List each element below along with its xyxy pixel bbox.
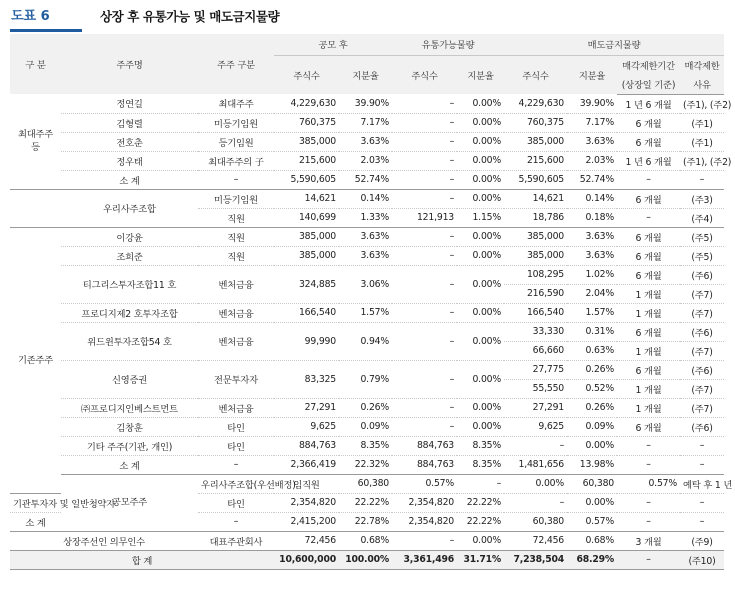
ipo-shares: 215,600 bbox=[274, 151, 339, 170]
holder-name: 기관투자자 및 일반청약자 bbox=[10, 493, 61, 512]
tradable-ratio: 0.00% bbox=[457, 227, 504, 246]
holder-name: 우리사주조합(우선배정) bbox=[198, 474, 274, 493]
group-label-largest: 최대주주 등 bbox=[10, 94, 61, 189]
lockup-shares: 4,229,630 bbox=[504, 94, 567, 113]
table-header bbox=[10, 34, 724, 94]
ipo-shares: 60,380 bbox=[339, 474, 392, 493]
lockup-ratio: 1.57% bbox=[567, 303, 617, 322]
table-row bbox=[10, 417, 724, 436]
table-row bbox=[10, 398, 724, 417]
ipo-shares: 760,375 bbox=[274, 113, 339, 132]
ipo-ratio: 1.33% bbox=[339, 208, 392, 227]
holder-name-esop: 우리사주조합 bbox=[61, 189, 198, 227]
header-ratio: 지분율 bbox=[457, 55, 504, 94]
tradable-shares: – bbox=[392, 531, 457, 550]
tradable-shares: – bbox=[392, 113, 457, 132]
lockup-reason: (주1), (주2) bbox=[680, 94, 724, 113]
tradable-ratio: 0.00% bbox=[457, 265, 504, 303]
lockup-reason: (주6) bbox=[680, 265, 724, 284]
holder-name: 정연길 bbox=[61, 94, 198, 113]
lockup-shares: 216,590 bbox=[504, 284, 567, 303]
lockup-period: – bbox=[617, 436, 680, 455]
lockup-reason: (주5) bbox=[680, 227, 724, 246]
holder-name: 신영증권 bbox=[61, 360, 198, 398]
holder-type: 벤처금융 bbox=[198, 303, 274, 322]
ipo-ratio: 22.22% bbox=[339, 493, 392, 512]
tradable-shares: – bbox=[392, 265, 457, 303]
total-ipo-shares: 10,600,000 bbox=[274, 550, 339, 569]
lockup-reason: – bbox=[680, 512, 724, 531]
lockup-ratio: 0.00% bbox=[567, 436, 617, 455]
ipo-shares: 385,000 bbox=[274, 227, 339, 246]
tradable-ratio: 0.00% bbox=[457, 322, 504, 360]
holder-type: 벤처금융 bbox=[198, 398, 274, 417]
tradable-ratio: 0.00% bbox=[457, 94, 504, 113]
tradable-ratio: 1.15% bbox=[457, 208, 504, 227]
tradable-shares: – bbox=[392, 227, 457, 246]
lockup-shares: 72,456 bbox=[504, 531, 567, 550]
group-label-existing: 기존주주 bbox=[10, 227, 61, 493]
lockup-shares: 5,590,605 bbox=[504, 170, 567, 189]
ipo-shares: 4,229,630 bbox=[274, 94, 339, 113]
lockup-ratio: 0.14% bbox=[567, 189, 617, 208]
ipo-ratio: 0.68% bbox=[339, 531, 392, 550]
lockup-period: 6 개월 bbox=[617, 360, 680, 379]
lockup-reason: (주6) bbox=[680, 417, 724, 436]
table-row bbox=[10, 94, 724, 113]
holder-type: – bbox=[198, 455, 274, 474]
figure-tag: 도표 6 bbox=[10, 6, 82, 32]
lockup-period: 6 개월 bbox=[617, 113, 680, 132]
table-row bbox=[10, 531, 724, 550]
ipo-shares: 324,885 bbox=[274, 265, 339, 303]
tradable-shares: – bbox=[392, 246, 457, 265]
lockup-period: 1 개월 bbox=[617, 341, 680, 360]
holder-name: 전호춘 bbox=[61, 132, 198, 151]
ipo-shares: 385,000 bbox=[274, 246, 339, 265]
tradable-shares: 884,763 bbox=[392, 455, 457, 474]
holder-type: 직원 bbox=[198, 227, 274, 246]
lockup-shares: 18,786 bbox=[504, 208, 567, 227]
holder-name: 기타 주주(기관, 개인) bbox=[61, 436, 198, 455]
tradable-ratio: 0.00% bbox=[457, 151, 504, 170]
lockup-reason: (주7) bbox=[680, 303, 724, 322]
tradable-shares: – bbox=[392, 303, 457, 322]
subtotal-label: 소 계 bbox=[61, 455, 198, 474]
header-shares: 주식수 bbox=[392, 55, 457, 94]
ipo-shares: 2,354,820 bbox=[274, 493, 339, 512]
lockup-ratio: 0.09% bbox=[567, 417, 617, 436]
lockup-ratio: 0.26% bbox=[567, 398, 617, 417]
lockup-shares: 385,000 bbox=[504, 227, 567, 246]
table-row bbox=[10, 303, 724, 322]
lockup-period: – bbox=[617, 512, 680, 531]
lockup-shares: 385,000 bbox=[504, 246, 567, 265]
lockup-shares: 60,380 bbox=[567, 474, 617, 493]
holder-type: 미등기임원 bbox=[198, 189, 274, 208]
group-label-blank bbox=[10, 189, 61, 227]
table-row bbox=[10, 189, 724, 208]
ipo-shares: 140,699 bbox=[274, 208, 339, 227]
lockup-period: 1 개월 bbox=[617, 379, 680, 398]
lockup-period: 1 개월 bbox=[617, 303, 680, 322]
lockup-ratio: 0.26% bbox=[567, 360, 617, 379]
total-lockup-ratio: 68.29% bbox=[567, 550, 617, 569]
tradable-ratio: 0.00% bbox=[457, 531, 504, 550]
total-lockup-period: – bbox=[617, 550, 680, 569]
total-lockup-shares: 7,238,504 bbox=[504, 550, 567, 569]
table-row bbox=[10, 265, 724, 284]
table-row bbox=[10, 246, 724, 265]
header-ratio: 지분율 bbox=[567, 55, 617, 94]
lockup-shares: 27,291 bbox=[504, 398, 567, 417]
lockup-period: 6 개월 bbox=[617, 322, 680, 341]
tradable-shares: – bbox=[392, 360, 457, 398]
ipo-ratio: 52.74% bbox=[339, 170, 392, 189]
header-lockup: 매도금지물량 bbox=[504, 34, 724, 55]
lockup-ratio: 2.04% bbox=[567, 284, 617, 303]
holder-type: 등기임원 bbox=[198, 132, 274, 151]
ipo-shares: 2,415,200 bbox=[274, 512, 339, 531]
lockup-reason: – bbox=[680, 170, 724, 189]
holder-name: 김창훈 bbox=[61, 417, 198, 436]
ipo-shares: 72,456 bbox=[274, 531, 339, 550]
header-holder: 주주명 bbox=[61, 34, 198, 94]
lockup-ratio: 39.90% bbox=[567, 94, 617, 113]
holder-type: – bbox=[198, 512, 274, 531]
subtotal-label: 소 계 bbox=[61, 170, 198, 189]
ipo-ratio: 2.03% bbox=[339, 151, 392, 170]
holder-type: 미등기임원 bbox=[198, 113, 274, 132]
ipo-shares: 27,291 bbox=[274, 398, 339, 417]
lockup-reason: (주4) bbox=[680, 208, 724, 227]
lockup-shares: 108,295 bbox=[504, 265, 567, 284]
ipo-shares: 83,325 bbox=[274, 360, 339, 398]
ipo-ratio: 39.90% bbox=[339, 94, 392, 113]
header-reason-sub: 사유 bbox=[680, 75, 724, 94]
holder-type: 임직원 bbox=[274, 474, 339, 493]
total-label: 합 계 bbox=[10, 550, 274, 569]
tradable-shares: – bbox=[392, 322, 457, 360]
table-row bbox=[10, 436, 724, 455]
lockup-ratio: 3.63% bbox=[567, 132, 617, 151]
lockup-ratio: 0.52% bbox=[567, 379, 617, 398]
tradable-ratio: 0.00% bbox=[457, 303, 504, 322]
ipo-shares: 14,621 bbox=[274, 189, 339, 208]
ipo-ratio: 3.63% bbox=[339, 227, 392, 246]
lockup-ratio: 0.00% bbox=[567, 493, 617, 512]
subtotal-row bbox=[10, 170, 724, 189]
lockup-reason: (주7) bbox=[680, 379, 724, 398]
holder-name: 프로디지제2 호투자조합 bbox=[61, 303, 198, 322]
lockup-period: 1 년 6 개월 bbox=[617, 151, 680, 170]
holder-type: 타인 bbox=[198, 493, 274, 512]
lockup-reason: (주3) bbox=[680, 189, 724, 208]
header-ratio: 지분율 bbox=[339, 55, 392, 94]
tradable-ratio: 0.00% bbox=[457, 417, 504, 436]
lockup-period: 6 개월 bbox=[617, 417, 680, 436]
group-label-public: 공모주주 bbox=[61, 474, 198, 531]
tradable-ratio: 0.00% bbox=[457, 113, 504, 132]
lockup-reason: (주7) bbox=[680, 341, 724, 360]
table-row bbox=[10, 132, 724, 151]
lockup-shares: 9,625 bbox=[504, 417, 567, 436]
lockup-ratio: 3.63% bbox=[567, 227, 617, 246]
lockup-ratio: 7.17% bbox=[567, 113, 617, 132]
lockup-shares: 27,775 bbox=[504, 360, 567, 379]
tradable-shares: – bbox=[392, 189, 457, 208]
total-row bbox=[10, 550, 724, 569]
lockup-period: 1 개월 bbox=[617, 398, 680, 417]
total-lockup-reason: (주10) bbox=[680, 550, 724, 569]
lockup-period: 1 개월 bbox=[617, 284, 680, 303]
tradable-ratio: 0.00% bbox=[457, 246, 504, 265]
lockup-ratio: 3.63% bbox=[567, 246, 617, 265]
total-tradable-shares: 3,361,496 bbox=[392, 550, 457, 569]
lockup-ratio: 1.02% bbox=[567, 265, 617, 284]
holder-name: 상장주선인 의무인수 bbox=[10, 531, 198, 550]
lockup-shares: 14,621 bbox=[504, 189, 567, 208]
ipo-ratio: 8.35% bbox=[339, 436, 392, 455]
header-period-basis: (상장일 기준) bbox=[617, 75, 680, 94]
tradable-shares: – bbox=[392, 417, 457, 436]
tradable-ratio: 0.00% bbox=[457, 132, 504, 151]
lockup-reason: (주9) bbox=[680, 531, 724, 550]
lockup-table bbox=[10, 34, 733, 570]
holder-type: 최대주주의 子 bbox=[198, 151, 274, 170]
tradable-ratio: 0.00% bbox=[457, 170, 504, 189]
lockup-period: – bbox=[617, 455, 680, 474]
ipo-ratio: 0.94% bbox=[339, 322, 392, 360]
lockup-period: 6 개월 bbox=[617, 246, 680, 265]
holder-name: ㈜프로디지인베스트먼트 bbox=[61, 398, 198, 417]
ipo-ratio: 0.57% bbox=[392, 474, 457, 493]
holder-type: 최대주주 bbox=[198, 94, 274, 113]
header-ipo-after: 공모 후 bbox=[274, 34, 392, 55]
holder-name: 위드윈투자조합54 호 bbox=[61, 322, 198, 360]
lockup-shares: 760,375 bbox=[504, 113, 567, 132]
lockup-reason: (주5) bbox=[680, 246, 724, 265]
lockup-reason: (주7) bbox=[680, 398, 724, 417]
lockup-period: 1 년 6 개월 bbox=[617, 94, 680, 113]
lockup-ratio: 0.63% bbox=[567, 341, 617, 360]
ipo-ratio: 0.09% bbox=[339, 417, 392, 436]
tradable-shares: – bbox=[392, 398, 457, 417]
lockup-period: – bbox=[617, 170, 680, 189]
lockup-reason: (주6) bbox=[680, 360, 724, 379]
figure-title: 상장 후 유통가능 및 매도금지물량 bbox=[100, 9, 280, 24]
header-gubun: 구 분 bbox=[10, 34, 61, 94]
lockup-period: – bbox=[617, 493, 680, 512]
total-tradable-ratio: 31.71% bbox=[457, 550, 504, 569]
lockup-reason: (주1) bbox=[680, 113, 724, 132]
lockup-shares: – bbox=[504, 436, 567, 455]
holder-type: 직원 bbox=[198, 246, 274, 265]
lockup-reason: (주6) bbox=[680, 322, 724, 341]
lockup-period: 6 개월 bbox=[617, 189, 680, 208]
holder-type: 벤처금융 bbox=[198, 265, 274, 303]
lockup-reason: (주1), (주2) bbox=[680, 151, 724, 170]
tradable-ratio: 0.00% bbox=[457, 360, 504, 398]
holder-type: 직원 bbox=[198, 208, 274, 227]
tradable-shares: 2,354,820 bbox=[392, 493, 457, 512]
ipo-ratio: 22.32% bbox=[339, 455, 392, 474]
ipo-ratio: 0.79% bbox=[339, 360, 392, 398]
table-row bbox=[10, 151, 724, 170]
tradable-ratio: 0.00% bbox=[457, 398, 504, 417]
tradable-shares: 884,763 bbox=[392, 436, 457, 455]
ipo-shares: 166,540 bbox=[274, 303, 339, 322]
ipo-shares: 2,366,419 bbox=[274, 455, 339, 474]
lockup-ratio: 0.31% bbox=[567, 322, 617, 341]
holder-name: 김형렬 bbox=[61, 113, 198, 132]
lockup-ratio: 2.03% bbox=[567, 151, 617, 170]
lockup-period: 6 개월 bbox=[617, 265, 680, 284]
tradable-shares: – bbox=[392, 170, 457, 189]
figure-title-bar bbox=[0, 6, 735, 32]
lockup-shares: 55,550 bbox=[504, 379, 567, 398]
lockup-shares: 1,481,656 bbox=[504, 455, 567, 474]
tradable-ratio: 8.35% bbox=[457, 436, 504, 455]
ipo-shares: 884,763 bbox=[274, 436, 339, 455]
tradable-shares: – bbox=[392, 132, 457, 151]
tradable-ratio: 8.35% bbox=[457, 455, 504, 474]
header-tradable: 유통가능물량 bbox=[392, 34, 504, 55]
lockup-ratio: 52.74% bbox=[567, 170, 617, 189]
holder-type: – bbox=[198, 170, 274, 189]
lockup-shares: 215,600 bbox=[504, 151, 567, 170]
lockup-period: 6 개월 bbox=[617, 227, 680, 246]
lockup-reason: – bbox=[680, 455, 724, 474]
table-row bbox=[10, 474, 724, 493]
holder-type: 타인 bbox=[198, 417, 274, 436]
lockup-ratio: 13.98% bbox=[567, 455, 617, 474]
lockup-shares: – bbox=[504, 493, 567, 512]
header-reason: 매각제한 bbox=[680, 55, 724, 75]
table-row bbox=[10, 360, 724, 379]
header-shares: 주식수 bbox=[274, 55, 339, 94]
holder-type: 전문투자자 bbox=[198, 360, 274, 398]
subtotal-label: 소 계 bbox=[10, 512, 61, 531]
ipo-ratio: 1.57% bbox=[339, 303, 392, 322]
table-row bbox=[10, 322, 724, 341]
lockup-shares: 60,380 bbox=[504, 512, 567, 531]
table-row bbox=[10, 113, 724, 132]
lockup-period: 6 개월 bbox=[617, 132, 680, 151]
holder-type: 대표주관회사 bbox=[198, 531, 274, 550]
ipo-ratio: 3.63% bbox=[339, 132, 392, 151]
tradable-shares: – bbox=[392, 94, 457, 113]
lockup-reason: (주1) bbox=[680, 132, 724, 151]
ipo-ratio: 22.78% bbox=[339, 512, 392, 531]
tradable-ratio: 0.00% bbox=[504, 474, 567, 493]
total-ipo-ratio: 100.00% bbox=[339, 550, 392, 569]
lockup-shares: 66,660 bbox=[504, 341, 567, 360]
lockup-ratio: 0.57% bbox=[567, 512, 617, 531]
ipo-ratio: 0.14% bbox=[339, 189, 392, 208]
lockup-period: 3 개월 bbox=[617, 531, 680, 550]
lockup-shares: 166,540 bbox=[504, 303, 567, 322]
holder-name: 티그리스투자조합11 호 bbox=[61, 265, 198, 303]
table-body bbox=[10, 94, 733, 569]
lockup-ratio: 0.57% bbox=[617, 474, 680, 493]
table-row bbox=[10, 227, 724, 246]
lockup-ratio: 0.18% bbox=[567, 208, 617, 227]
holder-type: 타인 bbox=[198, 436, 274, 455]
ipo-shares: 99,990 bbox=[274, 322, 339, 360]
header-period: 매각제한기간 bbox=[617, 55, 680, 75]
tradable-shares: – bbox=[457, 474, 504, 493]
ipo-shares: 9,625 bbox=[274, 417, 339, 436]
subtotal-row bbox=[10, 455, 724, 474]
lockup-shares: 385,000 bbox=[504, 132, 567, 151]
tradable-shares: – bbox=[392, 151, 457, 170]
header-shares: 주식수 bbox=[504, 55, 567, 94]
lockup-shares: 33,330 bbox=[504, 322, 567, 341]
ipo-ratio: 3.06% bbox=[339, 265, 392, 303]
holder-name: 정우태 bbox=[61, 151, 198, 170]
ipo-shares: 385,000 bbox=[274, 132, 339, 151]
lockup-period: 예탁 후 1 년 bbox=[680, 474, 724, 493]
holder-name: 조희준 bbox=[61, 246, 198, 265]
lockup-reason: (주7) bbox=[680, 284, 724, 303]
tradable-shares: 2,354,820 bbox=[392, 512, 457, 531]
ipo-ratio: 7.17% bbox=[339, 113, 392, 132]
lockup-reason: – bbox=[680, 493, 724, 512]
holder-type: 벤처금융 bbox=[198, 322, 274, 360]
lockup-ratio: 0.68% bbox=[567, 531, 617, 550]
lockup-period: – bbox=[617, 208, 680, 227]
tradable-ratio: 22.22% bbox=[457, 512, 504, 531]
tradable-shares: 121,913 bbox=[392, 208, 457, 227]
lockup-table-container bbox=[10, 34, 733, 570]
tradable-ratio: 0.00% bbox=[457, 189, 504, 208]
ipo-shares: 5,590,605 bbox=[274, 170, 339, 189]
ipo-ratio: 0.26% bbox=[339, 398, 392, 417]
holder-name: 이강윤 bbox=[61, 227, 198, 246]
header-holder-type: 주주 구분 bbox=[198, 34, 274, 94]
tradable-ratio: 22.22% bbox=[457, 493, 504, 512]
ipo-ratio: 3.63% bbox=[339, 246, 392, 265]
lockup-reason: – bbox=[680, 436, 724, 455]
